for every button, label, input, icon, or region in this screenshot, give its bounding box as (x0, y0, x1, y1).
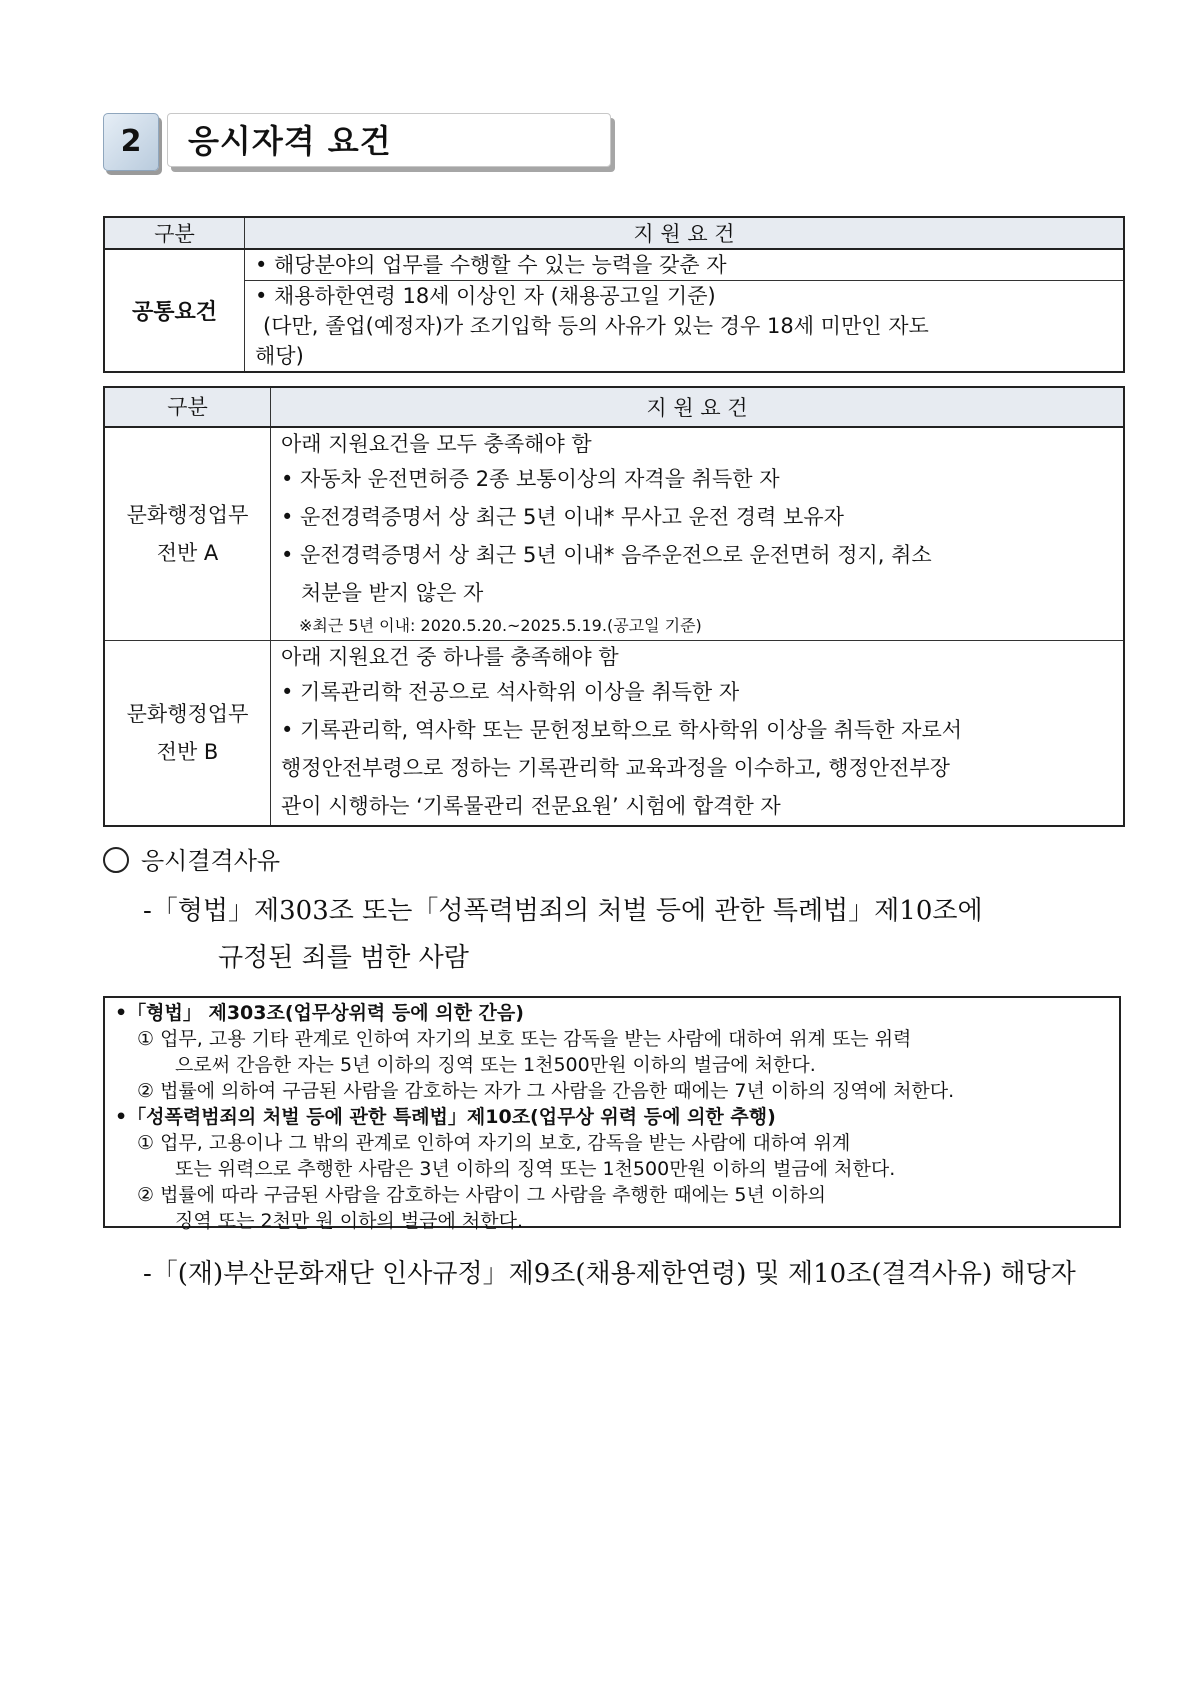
law-clause: ① 업무, 고용 기타 관계로 인하여 자기의 보호 또는 감독을 받는 사람에 대하여 위계 또는 위력 (137, 1028, 912, 1050)
disqualify-item2: -「(재)부산문화재단 인사규정」제9조(채용제한연령) 및 제10조(결격사유) 해당자 (143, 1259, 1076, 1289)
row-a-line: • 운전경력증명서 상 최근 5년 이내* 음주운전으로 운전면허 정지, 취소 (281, 543, 932, 567)
law-excerpt-box (103, 996, 1121, 1232)
law-clause: ② 법률에 의하여 구금된 사람을 감호하는 자가 그 사람을 간음한 때에는 7년 이하의 징역에 처한다. (137, 1080, 955, 1102)
row-a-note: ※최근 5년 이내: 2020.5.20.~2025.5.19.(공고일 기준) (299, 616, 702, 635)
table1-row-text: • 해당분야의 업무를 수행할 수 있는 능력을 갖춘 자 (255, 253, 727, 277)
row-b-line: 행정안전부령으로 정하는 기록관리학 교육과정을 이수하고, 행정안전부장 (281, 756, 950, 780)
row-b-line: 관이 시행하는 ‘기록물관리 전문요원’ 시험에 합격한 자 (281, 794, 781, 818)
disqualify-item1-line1: -「형법」제303조 또는「성폭력범죄의 처벌 등에 관한 특례법」제10조에 (143, 896, 983, 926)
law-clause-continued: 으로써 간음한 자는 5년 이하의 징역 또는 1천500만원 이하의 벌금에 처한다. (175, 1054, 816, 1076)
law-clause-continued: 징역 또는 2천만 원 이하의 벌금에 처한다. (175, 1210, 524, 1232)
table2-row-a (271, 427, 1125, 641)
table2-row-b (271, 641, 1125, 827)
row-a-line: • 자동차 운전면허증 2종 보통이상의 자격을 취득한 자 (281, 467, 780, 491)
table2-header-requirements: 지 원 요 건 (271, 387, 1125, 427)
row-b-line: • 기록관리학 전공으로 석사학위 이상을 취득한 자 (281, 680, 740, 704)
table1-header-category: 구분 (104, 217, 245, 249)
law-heading: •「형법」 제303조(업무상위력 등에 의한 간음) (115, 1002, 524, 1024)
law-clause-continued: 또는 위력으로 추행한 사람은 3년 이하의 징역 또는 1천500만원 이하의 벌금에 처한다. (175, 1158, 896, 1180)
job-requirements-table (103, 386, 1125, 827)
disqualify-heading (103, 843, 280, 879)
label-b-line2: 전반 B (156, 740, 219, 764)
table2-label-a (104, 427, 271, 641)
law-clause: ② 법률에 따라 구금된 사람을 감호하는 사람이 그 사람을 추행한 때에는 5년 이하의 (137, 1184, 826, 1206)
row-a-line: 처분을 받지 않은 자 (301, 581, 484, 605)
circle-bullet-icon (103, 847, 129, 873)
table1-label-common: 공통요건 (104, 249, 245, 372)
label-a-line1: 문화행정업무 (126, 503, 249, 527)
disqualify-heading-text: 응시결격사유 (141, 847, 281, 875)
disqualify-item1-line2: 규정된 죄를 범한 사람 (218, 943, 469, 973)
label-a-line2: 전반 A (156, 541, 219, 565)
law-heading: •「성폭력범죄의 처벌 등에 관한 특례법」제10조(업무상 위력 등에 의한 추행) (115, 1106, 776, 1128)
table2-header-category: 구분 (104, 387, 271, 427)
section-header (103, 113, 623, 175)
table1-row-text: • 채용하한연령 18세 이상인 자 (채용공고일 기준) (255, 284, 716, 308)
row-a-line: 아래 지원요건을 모두 충족해야 함 (281, 432, 592, 456)
row-a-line: • 운전경력증명서 상 최근 5년 이내* 무사고 운전 경력 보유자 (281, 505, 844, 529)
table1-row (245, 249, 1125, 281)
table1-row (245, 281, 1125, 373)
section-number: 2 (103, 113, 159, 171)
common-requirements-table (103, 216, 1125, 373)
label-b-line1: 문화행정업무 (126, 702, 249, 726)
row-b-line: • 기록관리학, 역사학 또는 문헌정보학으로 학사학위 이상을 취득한 자로서 (281, 718, 963, 742)
law-clause: ① 업무, 고용이나 그 밖의 관계로 인하여 자기의 보호, 감독을 받는 사람에 대하여 위계 (137, 1132, 851, 1154)
table1-header-requirements: 지 원 요 건 (245, 217, 1125, 249)
section-title: 응시자격 요건 (167, 113, 611, 167)
table2-label-b (104, 641, 271, 827)
table1-row-text: 해당) (255, 344, 304, 368)
table1-row-text: (다만, 졸업(예정자)가 조기입학 등의 사유가 있는 경우 18세 미만인 자도 (263, 314, 929, 338)
row-b-line: 아래 지원요건 중 하나를 충족해야 함 (281, 645, 619, 669)
